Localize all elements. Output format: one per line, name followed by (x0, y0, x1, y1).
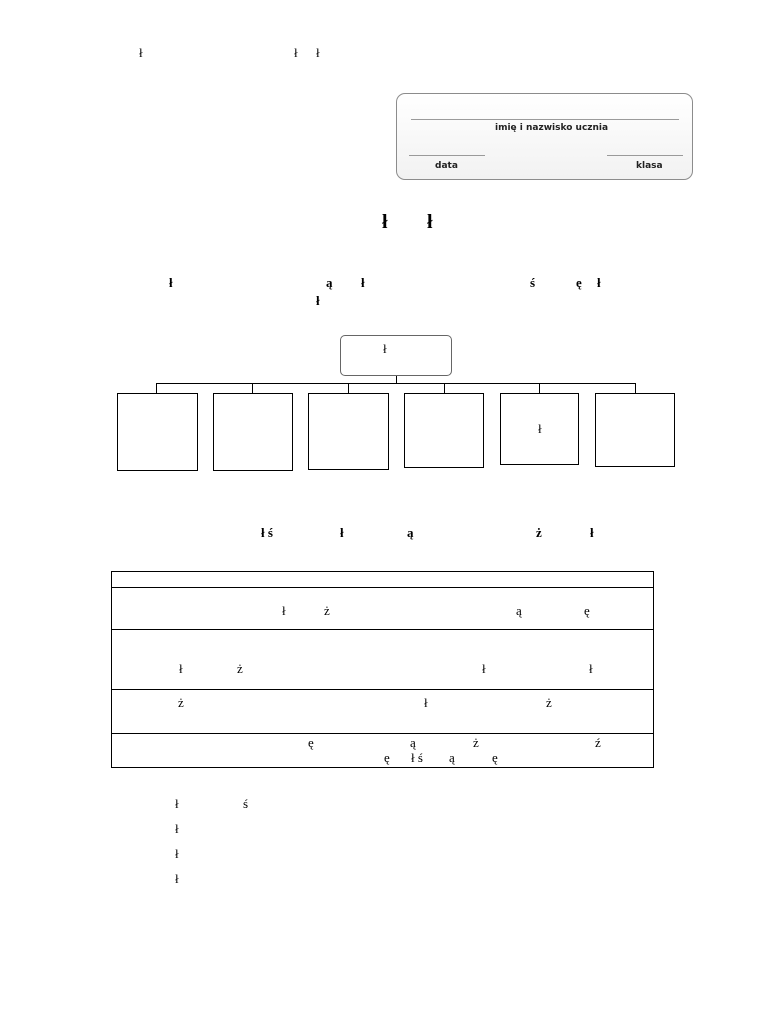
table-cell-text: ł (179, 661, 183, 676)
class-label: klasa (636, 161, 663, 171)
table-row-divider (111, 689, 654, 690)
name-line (411, 119, 679, 120)
task-char: ł (361, 275, 365, 290)
top-char: ł (316, 45, 320, 60)
date-line (409, 155, 485, 156)
task-char: ż (536, 525, 542, 540)
diagram-root-label: ł (383, 341, 387, 356)
connector (396, 376, 397, 383)
table-cell-text: ę (584, 603, 590, 618)
title-char: ł (427, 211, 433, 233)
table-cell-text: ż (473, 735, 479, 750)
table-cell-text: ą (410, 735, 416, 750)
table-cell-text: ź (595, 735, 601, 750)
title-char: ł (382, 211, 388, 233)
connector (444, 383, 445, 393)
table-row-divider (111, 733, 654, 734)
task-char: ą (326, 275, 333, 290)
table-cell-text: ż (178, 695, 184, 710)
connector (635, 383, 636, 393)
table-cell-text: ł (282, 603, 286, 618)
list-item-text: ł (175, 846, 179, 861)
table-cell-text: ą (516, 603, 522, 618)
diagram-child-box (595, 393, 675, 467)
table-row-divider (111, 629, 654, 630)
list-item-text: ł (175, 871, 179, 886)
connector (252, 383, 253, 393)
table-cell-text: ł (424, 695, 428, 710)
table-cell-text: ą (449, 750, 455, 765)
task-char: ę (576, 275, 582, 290)
list-item-text: ł (175, 821, 179, 836)
table-cell-text: ę (308, 735, 314, 750)
table-cell-text: ł ś (411, 750, 423, 765)
task-char: ł ś (261, 525, 273, 540)
diagram-child-box (213, 393, 293, 471)
table-row-divider (111, 587, 654, 588)
task-char: ł (169, 275, 173, 290)
diagram-child-box (308, 393, 389, 470)
connector (156, 383, 157, 393)
task-char: ą (407, 525, 414, 540)
diagram-root-box (340, 335, 452, 376)
task-char: ł (340, 525, 344, 540)
task-char: ł (590, 525, 594, 540)
connector (156, 383, 635, 384)
table-cell-text: ę (384, 750, 390, 765)
list-item-text: ś (243, 796, 249, 811)
list-item-text: ł (175, 796, 179, 811)
diagram-child-box (404, 393, 484, 468)
table-cell-text: ż (546, 695, 552, 710)
table-cell-text: ł (589, 661, 593, 676)
top-char: ł (139, 45, 143, 60)
table-frame (111, 571, 654, 768)
task-char: ł (316, 293, 320, 308)
connector (348, 383, 349, 393)
diagram-child-box (500, 393, 579, 465)
table-cell-text: ż (237, 661, 243, 676)
task-char: ś (530, 275, 536, 290)
task-char: ł (597, 275, 601, 290)
table-cell-text: ę (492, 750, 498, 765)
table-cell-text: ż (324, 603, 330, 618)
top-char: ł (294, 45, 298, 60)
student-info-box (396, 93, 693, 180)
name-label: imię i nazwisko ucznia (495, 123, 609, 133)
class-line (607, 155, 683, 156)
connector (539, 383, 540, 393)
diagram-child-label: ł (538, 421, 542, 436)
table-cell-text: ł (482, 661, 486, 676)
diagram-child-box (117, 393, 198, 471)
date-label: data (435, 161, 458, 171)
